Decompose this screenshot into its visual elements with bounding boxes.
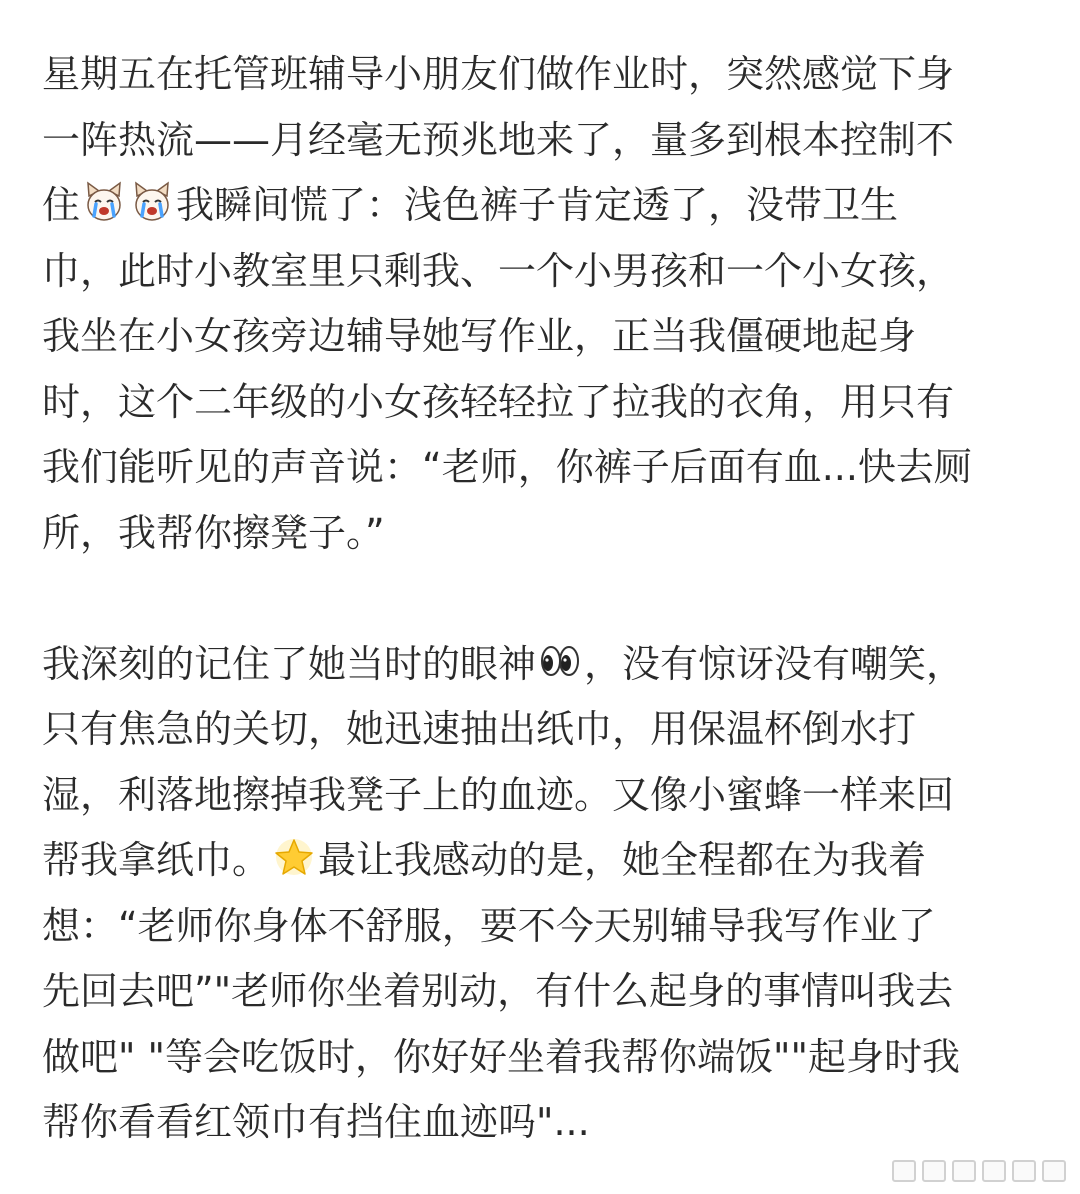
paragraph-2-line-1-start: 我深刻的记住了她当时的眼神	[42, 641, 537, 686]
paragraph-1-line-7: 我们能听见的声音说：“老师，你裤子后面有血...快去厕	[42, 445, 972, 489]
star-icon	[272, 835, 316, 879]
watermark-mark	[892, 1160, 1066, 1182]
paragraph-2-line-5: 想：“老师你身体不舒服，要不今天别辅导我写作业了	[42, 903, 936, 948]
watermark-cell	[922, 1160, 946, 1182]
post-body	[42, 42, 1042, 1156]
paragraph-1-line-6: 时，这个二年级的小女孩轻轻拉了拉我的衣角，用只有	[42, 379, 955, 424]
watermark-cell	[1042, 1160, 1066, 1182]
watermark-cell	[892, 1160, 916, 1182]
eyes-icon	[538, 639, 582, 683]
crying-dog-icon	[130, 180, 174, 224]
crying-dog-icon	[82, 180, 126, 224]
paragraph-1-line-1: 星期五在托管班辅导小朋友们做作业时，突然感觉下身	[42, 52, 955, 96]
paragraph-1-line-8: 所，我帮你擦凳子。”	[42, 510, 385, 555]
paragraph-2-line-1-end: ，没有惊讶没有嘲笑，	[584, 641, 965, 686]
paragraph-1-line-3	[42, 173, 1042, 239]
paragraph-2-line-8: 帮你看看红领巾有挡住血迹吗"...	[42, 1100, 590, 1144]
paragraph-2-line-4	[42, 828, 1042, 894]
paragraph-1-line-4: 巾，此时小教室里只剩我、一个小男孩和一个小女孩，	[42, 248, 955, 293]
paragraph-1-line-3-end: 我瞬间慌了：浅色裤子肯定透了，没带卫生	[176, 183, 899, 227]
paragraph-2-line-7: 做吧" "等会吃饭时，你好好坐着我帮你端饭""起身时我	[42, 1034, 960, 1079]
paragraph-1-line-5: 我坐在小女孩旁边辅导她写作业，正当我僵硬地起身	[42, 314, 917, 358]
watermark-cell	[982, 1160, 1006, 1182]
paragraph-2-line-4-end: 最让我感动的是，她全程都在为我着	[318, 838, 927, 882]
paragraph-2-line-4-start: 帮我拿纸巾。	[42, 838, 271, 882]
paragraph-2-line-6: 先回去吧”"老师你坐着别动，有什么起身的事情叫我去	[42, 969, 954, 1013]
paragraph-1-line-2: 一阵热流——月经毫无预兆地来了，量多到根本控制不	[42, 117, 955, 162]
paragraph-gap	[42, 566, 1042, 632]
paragraph-2-line-1	[42, 632, 1042, 698]
paragraph-2-line-3: 湿，利落地擦掉我凳子上的血迹。又像小蜜蜂一样来回	[42, 772, 955, 817]
watermark-cell	[1012, 1160, 1036, 1182]
watermark-cell	[952, 1160, 976, 1182]
paragraph-1-line-3-start: 住	[42, 183, 81, 227]
paragraph-2-line-2: 只有焦急的关切，她迅速抽出纸巾，用保温杯倒水打	[42, 707, 917, 751]
